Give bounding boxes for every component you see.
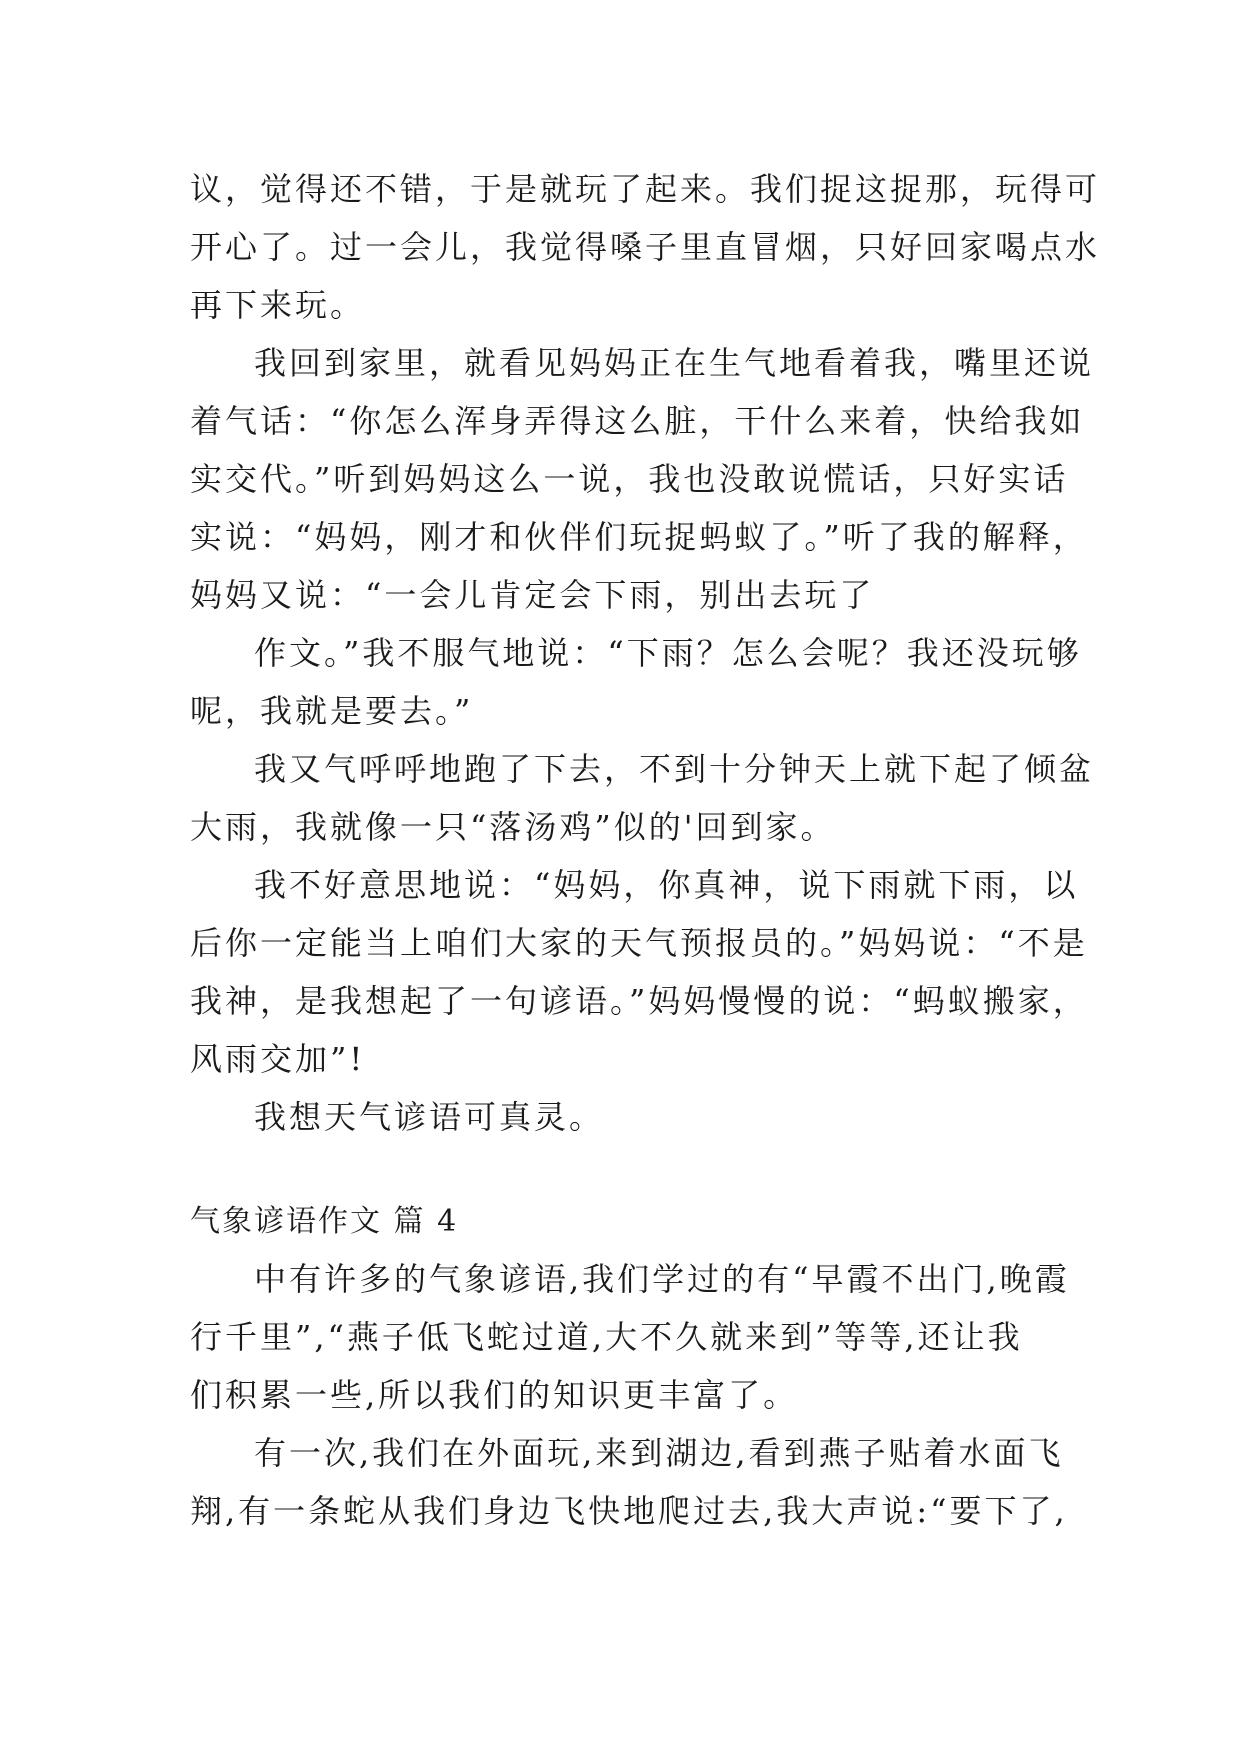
paragraph [190,624,1082,740]
text-line: 再下来玩。 [190,286,366,324]
text-line: 我回到家里，就看见妈妈正在生气地看着我，嘴里还说 [254,344,1095,382]
text-line: 实说：“妈妈，刚才和伙伴们玩捉蚂蚁了。”听了我的解释， [190,518,1088,556]
text-line: 有一次,我们在外面玩,来到湖边,看到燕子贴着水面飞 [254,1434,1064,1472]
text-line: 我神，是我想起了一句谚语。”妈妈慢慢的说：“蚂蚁搬家， [190,982,1088,1020]
text-line: 翔,有一条蛇从我们身边飞快地爬过去,我大声说:“要下了, [190,1492,1068,1530]
paragraph [190,740,1095,856]
text-line: 实交代。”听到妈妈这么一说，我也没敢说慌话，只好实话 [190,460,1069,498]
text-line: 议，觉得还不错，于是就玩了起来。我们捉这捉那，玩得可 [190,170,1101,208]
text-line: 大雨，我就像一只“落汤鸡”似的'回到家。 [190,808,836,846]
paragraph [190,334,1095,624]
text-line: 我不好意思地说：“妈妈，你真神，说下雨就下雨，以 [254,866,1079,904]
paragraph [190,160,1101,334]
text-line: 中有许多的气象谚语,我们学过的有“早霞不出门,晚霞 [254,1260,1070,1298]
text-line: 着气话：“你怎么浑身弄得这么脏，干什么来着，快给我如 [190,402,1085,440]
text-column [190,160,1101,1540]
paragraph [190,1424,1068,1540]
paragraph [190,856,1088,1088]
text-line: 开心了。过一会儿，我觉得嗓子里直冒烟，只好回家喝点水 [190,228,1101,266]
text-line: 我又气呼呼地跑了下去，不到十分钟天上就下起了倾盆 [254,750,1095,788]
text-line: 呢，我就是要去。” [190,692,474,730]
section-heading: 气象谚语作文 篇 4 [190,1204,459,1239]
text-line: 作文。”我不服气地说：“下雨？怎么会呢？我还没玩够 [254,634,1082,672]
paragraph [190,1250,1070,1424]
text-line: 我想天气谚语可真灵。 [254,1098,605,1136]
text-line: 妈妈又说：“一会儿肯定会下雨，别出去玩了 [190,576,875,614]
paragraph [190,1088,1052,1146]
text-line: 风雨交加”! [190,1040,366,1078]
text-line: 后你一定能当上咱们大家的天气预报员的。”妈妈说：“不是 [190,924,1088,962]
text-line: 们积累一些,所以我们的知识更丰富了。 [190,1376,799,1414]
text-line: 行千里”,“燕子低飞蛇过道,大不久就来到”等等,还让我 [190,1318,1023,1356]
